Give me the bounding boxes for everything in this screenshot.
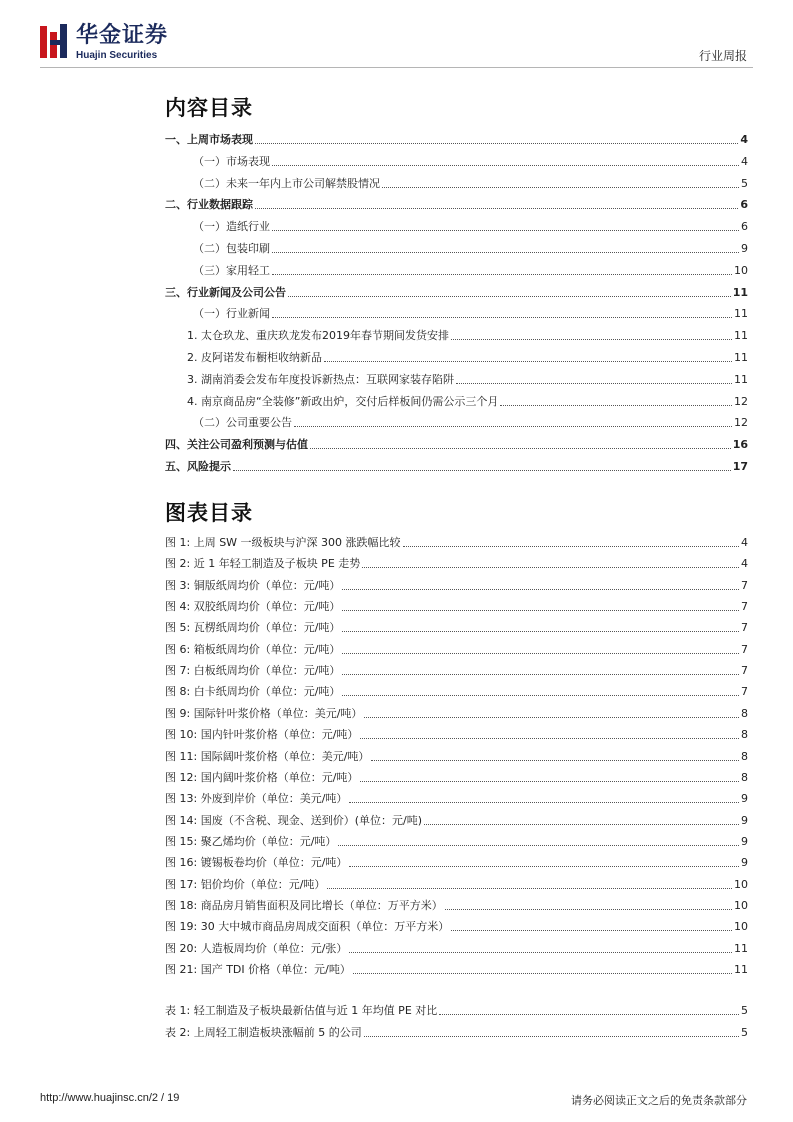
figure-entry-page-number: 7 <box>741 578 748 592</box>
toc-entry-page-number: 12 <box>734 394 748 408</box>
dot-leader <box>272 230 739 231</box>
figure-entry-row[interactable] <box>165 918 748 934</box>
figure-entry-row[interactable] <box>165 961 748 977</box>
figure-entry-page-number: 10 <box>734 920 748 934</box>
toc-entry-text: 3. 湖南消委会发布年度投诉新热点：互联网家装存陷阱 <box>187 372 454 386</box>
figure-entry-text: 图 18: 商品房月销售面积及同比增长（单位：万平方米） <box>165 898 443 912</box>
figure-entry-page-number: 8 <box>741 770 748 784</box>
figure-entry-page-number: 9 <box>741 813 748 827</box>
dot-leader <box>272 274 732 275</box>
figure-entry-text: 图 12: 国内阔叶浆价格（单位：元/吨） <box>165 770 359 784</box>
toc-entry-row[interactable] <box>165 458 748 474</box>
figure-entry-text: 图 2: 近 1 年轻工制造及子板块 PE 走势 <box>165 557 361 571</box>
dot-leader <box>342 631 739 632</box>
toc-entry-page-number: 11 <box>734 307 748 321</box>
figure-entry-page-number: 9 <box>741 856 748 870</box>
figure-entry-text: 图 8: 白卡纸周均价（单位：元/吨） <box>165 685 341 699</box>
figure-entry-page-number: 11 <box>734 941 748 955</box>
dot-leader <box>360 738 739 739</box>
dot-leader <box>451 930 732 931</box>
toc-entry-text: 一、上周市场表现 <box>165 133 253 146</box>
toc-entry-row[interactable] <box>165 414 748 430</box>
toc-entry-page-number: 10 <box>734 263 748 277</box>
figure-entry-text: 图 5: 瓦楞纸周均价（单位：元/吨） <box>165 621 341 635</box>
dot-leader <box>349 866 739 867</box>
figure-entry-page-number: 7 <box>741 600 748 614</box>
figure-entry-page-number: 7 <box>741 621 748 635</box>
dot-leader <box>451 339 732 340</box>
dot-leader <box>327 888 732 889</box>
figure-entry-row[interactable] <box>165 790 748 806</box>
toc-entry-text: 三、行业新闻及公司公告 <box>165 285 286 299</box>
toc-entry-page-number: 9 <box>741 242 748 255</box>
figure-entry-text: 图 7: 白板纸周均价（单位：元/吨） <box>165 664 341 678</box>
toc-entry-text: （一）行业新闻 <box>193 307 270 321</box>
dot-leader <box>342 695 739 696</box>
dot-leader <box>255 208 738 209</box>
toc-entry-text: （三）家用轻工 <box>193 263 270 277</box>
figure-entry-page-number: 7 <box>741 642 748 656</box>
figure-entry-text: 图 21: 国产 TDI 价格（单位：元/吨） <box>165 963 351 976</box>
figure-entry-text: 图 1: 上周 SW 一级板块与沪深 300 涨跌幅比较 <box>165 536 401 549</box>
figure-entry-page-number: 9 <box>741 792 748 806</box>
toc-entry-row[interactable] <box>165 196 748 212</box>
figure-entry-page-number: 7 <box>741 685 748 699</box>
table-entry-text: 表 1: 轻工制造及子板块最新估值与近 1 年均值 PE 对比 <box>165 1004 438 1017</box>
figure-entry-row[interactable] <box>165 683 748 699</box>
figure-entry-row[interactable] <box>165 555 748 571</box>
figure-entry-page-number: 8 <box>741 706 748 720</box>
toc-entry-text: 二、行业数据跟踪 <box>165 198 253 212</box>
dot-leader <box>272 165 739 166</box>
toc-entry-row[interactable] <box>165 131 748 147</box>
figure-entry-row[interactable] <box>165 726 748 742</box>
dot-leader <box>349 952 732 953</box>
toc-entry-row[interactable] <box>165 175 748 191</box>
toc-entry-page-number: 6 <box>740 198 748 212</box>
toc-entry-text: （二）未来一年内上市公司解禁股情况 <box>193 176 380 190</box>
figure-entry-page-number: 8 <box>741 749 748 763</box>
toc-entry-page-number: 12 <box>734 416 748 430</box>
dot-leader <box>364 717 739 718</box>
figure-entry-row[interactable] <box>165 619 748 635</box>
toc-entry-page-number: 5 <box>741 176 748 190</box>
figure-entry-row[interactable] <box>165 854 748 870</box>
dot-leader <box>360 781 739 782</box>
toc-entry-row[interactable] <box>165 305 748 321</box>
dot-leader <box>255 143 738 144</box>
figure-entry-text: 图 17: 铝价均价（单位：元/吨） <box>165 877 326 891</box>
toc-entry-text: （二）公司重要公告 <box>193 416 292 430</box>
dot-leader <box>342 610 739 611</box>
figure-entry-page-number: 4 <box>741 557 748 571</box>
company-logo <box>40 24 170 64</box>
toc-entry-row[interactable] <box>165 436 748 452</box>
figure-entry-page-number: 8 <box>741 728 748 742</box>
figure-entry-row[interactable] <box>165 940 748 956</box>
footer-disclaimer: 请务必阅读正文之后的免责条款部分 <box>571 1094 747 1107</box>
dot-leader <box>403 546 739 547</box>
toc-entry-row[interactable] <box>165 218 748 234</box>
toc-entry-row[interactable] <box>165 262 748 278</box>
dot-leader <box>424 824 739 825</box>
figure-entry-row[interactable] <box>165 641 748 657</box>
table-entry-row[interactable] <box>165 1024 748 1040</box>
figure-entry-page-number: 11 <box>734 963 748 976</box>
toc-entry-page-number: 11 <box>734 351 748 364</box>
figure-entry-text: 图 3: 铜版纸周均价（单位：元/吨） <box>165 578 341 592</box>
table-entry-page-number: 5 <box>741 1004 748 1017</box>
huajin-logo-icon <box>40 24 70 60</box>
dot-leader <box>272 317 732 318</box>
toc-entry-page-number: 11 <box>734 372 748 386</box>
figure-entry-text: 图 16: 镀锡板卷均价（单位：元/吨） <box>165 856 348 870</box>
logo-english-name: Huajin Securities <box>76 50 158 61</box>
dot-leader <box>382 187 739 188</box>
figure-entry-text: 图 6: 箱板纸周均价（单位：元/吨） <box>165 642 341 656</box>
toc-entry-row[interactable] <box>165 393 748 409</box>
footer-url[interactable]: http://www.huajinsc.cn/2 / 19 <box>40 1092 180 1104</box>
figure-entry-row[interactable] <box>165 598 748 614</box>
toc-entry-text: （一）造纸行业 <box>193 220 270 234</box>
toc-entry-row[interactable] <box>165 240 748 256</box>
figure-entry-text: 图 19: 30 大中城市商品房周成交面积（单位：万平方米） <box>165 920 450 934</box>
dot-leader <box>500 405 732 406</box>
dot-leader <box>233 470 731 471</box>
figure-entry-page-number: 4 <box>741 536 748 549</box>
toc-entry-row[interactable] <box>165 327 748 343</box>
logo-chinese-name: 华金证券 <box>76 23 169 48</box>
figure-entry-row[interactable] <box>165 833 748 849</box>
figure-entry-row[interactable] <box>165 577 748 593</box>
dot-leader <box>324 361 732 362</box>
toc-entry-text: 1. 太仓玖龙、重庆玖龙发布2019年春节期间发货安排 <box>187 329 449 343</box>
figure-entry-text: 图 9: 国际针叶浆价格（单位：美元/吨） <box>165 706 363 720</box>
toc-entry-row[interactable] <box>165 153 748 169</box>
figures-title: 图表目录 <box>165 501 253 525</box>
toc-entry-row[interactable] <box>165 349 748 365</box>
figure-entry-row[interactable] <box>165 705 748 721</box>
figure-entry-text: 图 11: 国际阔叶浆价格（单位：美元/吨） <box>165 749 370 763</box>
dot-leader <box>371 760 739 761</box>
figure-entry-row[interactable] <box>165 534 748 550</box>
dot-leader <box>342 674 739 675</box>
dot-leader <box>294 426 732 427</box>
table-entry-row[interactable] <box>165 1002 748 1018</box>
dot-leader <box>310 448 731 449</box>
figure-entry-row[interactable] <box>165 769 748 785</box>
figure-entry-page-number: 10 <box>734 877 748 891</box>
toc-entry-text: 五、风险提示 <box>165 460 231 473</box>
figure-entry-row[interactable] <box>165 812 748 828</box>
dot-leader <box>349 802 739 803</box>
dot-leader <box>364 1036 739 1037</box>
toc-entry-page-number: 16 <box>732 438 748 452</box>
dot-leader <box>272 252 739 253</box>
figure-entry-row[interactable] <box>165 897 748 913</box>
toc-entry-page-number: 17 <box>732 460 748 473</box>
figure-entry-page-number: 7 <box>741 664 748 678</box>
dot-leader <box>338 845 739 846</box>
figure-entry-text: 图 20: 人造板周均价（单位：元/张） <box>165 941 348 955</box>
toc-entry-page-number: 4 <box>740 133 748 146</box>
figure-entry-text: 图 10: 国内针叶浆价格（单位：元/吨） <box>165 728 359 742</box>
toc-entry-text: 2. 皮阿诺发布橱柜收纳新品 <box>187 351 322 364</box>
dot-leader <box>456 383 732 384</box>
page-header <box>0 0 793 70</box>
table-entry-text: 表 2: 上周轻工制造板块涨幅前 5 的公司 <box>165 1026 362 1039</box>
toc-title: 内容目录 <box>165 96 253 120</box>
toc-entry-page-number: 4 <box>741 154 748 168</box>
toc-entry-text: （一）市场表现 <box>193 154 270 168</box>
toc-entry-text: 4. 南京商品房“全装修”新政出炉，交付后样板间仍需公示三个月 <box>187 394 499 408</box>
report-type: 行业周报 <box>698 49 747 63</box>
toc-entry-page-number: 6 <box>741 220 748 234</box>
table-entry-page-number: 5 <box>741 1026 748 1039</box>
figure-entry-page-number: 9 <box>741 834 748 848</box>
toc-entry-text: 四、关注公司盈利预测与估值 <box>165 438 308 452</box>
dot-leader <box>353 973 732 974</box>
dot-leader <box>342 589 739 590</box>
toc-entry-row[interactable] <box>165 371 748 387</box>
dot-leader <box>362 567 739 568</box>
toc-entry-row[interactable] <box>165 284 748 300</box>
dot-leader <box>342 653 739 654</box>
figure-entry-row[interactable] <box>165 662 748 678</box>
dot-leader <box>439 1014 739 1015</box>
figure-entry-page-number: 10 <box>734 898 748 912</box>
toc-entry-page-number: 11 <box>734 329 748 343</box>
figure-entry-row[interactable] <box>165 876 748 892</box>
figure-entry-text: 图 14: 国废（不含税、现金、送到价）(单位：元/吨) <box>165 813 422 827</box>
toc-entry-page-number: 11 <box>732 285 748 299</box>
dot-leader <box>445 909 732 910</box>
figure-entry-row[interactable] <box>165 748 748 764</box>
figure-entry-text: 图 4: 双胶纸周均价（单位：元/吨） <box>165 600 341 614</box>
toc-entry-text: （二）包装印刷 <box>193 242 270 255</box>
figure-entry-text: 图 13: 外废到岸价（单位：美元/吨） <box>165 792 348 806</box>
header-divider <box>40 67 753 68</box>
dot-leader <box>288 296 731 297</box>
figure-entry-text: 图 15: 聚乙烯均价（单位：元/吨） <box>165 834 337 848</box>
